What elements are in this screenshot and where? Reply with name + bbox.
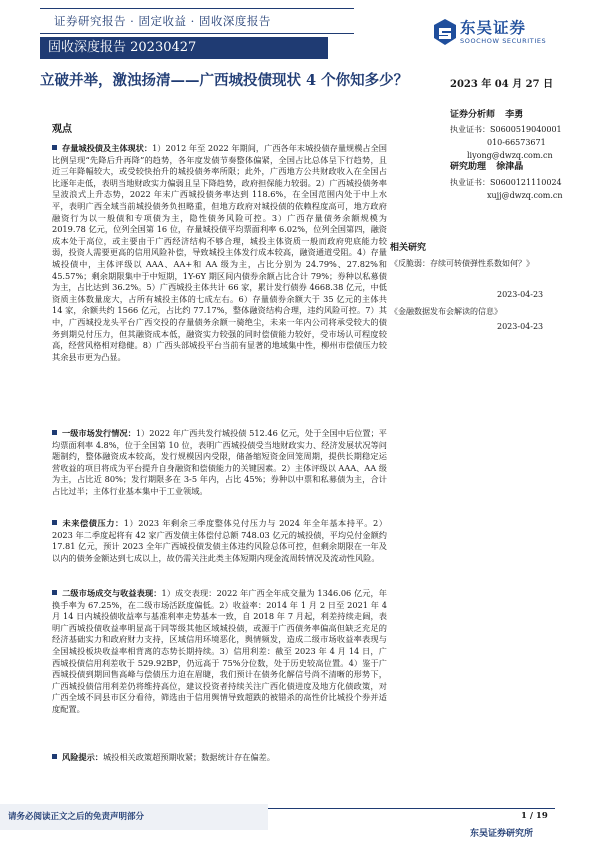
footer-disclaimer-box bbox=[0, 804, 268, 830]
footer-disclaimer[interactable]: 请务必阅读正文之后的免责声明部分 bbox=[8, 812, 145, 822]
company-logo bbox=[432, 16, 558, 52]
paragraph-lead: 一级市场发行情况： bbox=[62, 428, 136, 438]
page-number: 1 / 19 bbox=[521, 811, 548, 821]
report-type-banner: 固收深度报告 20230427 bbox=[40, 37, 328, 59]
bullet-square-icon bbox=[52, 520, 57, 525]
footer-company: 东吴证券研究所 bbox=[470, 829, 534, 839]
lead-analyst bbox=[450, 108, 523, 122]
logo-mark-icon bbox=[432, 18, 458, 46]
logo-text-en: SOOCHOW SECURITIES bbox=[460, 37, 547, 45]
related-item-title[interactable]: 《反脆弱：存续可转债弹性系数如何？》 bbox=[390, 259, 534, 268]
paragraph-lead: 风险提示： bbox=[62, 752, 103, 762]
lead-analyst-title: 证券分析师 bbox=[450, 110, 496, 120]
paragraph-lead: 存量城投债及主体现状： bbox=[62, 143, 153, 153]
related-item-date: 2023-04-23 bbox=[497, 290, 544, 299]
bullet-square-icon bbox=[52, 590, 57, 595]
assistant-cert: 执业证书：S0600121110024 bbox=[450, 178, 562, 187]
assistant-email[interactable]: xujj@dwzq.com.cn bbox=[487, 191, 563, 200]
related-heading: 相关研究 bbox=[390, 243, 427, 253]
paragraph-text: 1）2012 年至 2022 年期间，广西各年末城投债存量规模占全国比例呈现“先降后升再降”的趋势，各年度发债节奏整体偏紧，全国占比总体呈下行趋势，且近三年降幅较大，或受较快抬升的城投债务率所限；此外，广西地方公共财政收入在全国占比逐年走低，表明当地财政实力偏弱且呈下降趋势，政府担保能力较弱。2）广西城投债务率呈波浪式上升态势，2022 年末广西城投债务率达到 118.6%，在全国范围内处于中上水平，表明广西全域当前城投债务负担略重，但地方政府对城投债的依赖程度高可，地方政府融资行为以一般债和专项债为主，隐性债务风险可控。3）广西存量债务余额规模为 2019.78 亿元，位列全国第 16 位，存量城投债平均票面利率 6.02%，位列全国第四，融资成本处于高位，或主要由于广西经济结构不够合理，城投主体资质一般而政府兜底能力较弱，投资人需要更高的信用风险补偿，导致城投主体发行成本较高，融资通道受阻。4）存量城投债中，主体评级以 AAA、AA+和 AA 级为主，占比分别为 24.79%、27.82%和 45.57%；剩余期限集中于中短期，1Y-6Y 期区间内债券余额占比合计 79%；券种以私募债为主，占比达到 36.2%。5）广西城投主体共计 66 家，累计发行债券 4668.38 亿元，中低资质主体数量庞大，占所有城投主体的七成左右。6）存量债券余额大于 35 亿元的主体共 14 家，余额共约 1566 亿元，占比约 77.17%，整体融资结构合理，违约风险可控。7）其中，广西城投龙头平台广西交投的存量债务余额一骑绝尘，未来一年内公司将承受较大的债务到期兑付压力，但其融资成本低，融资实力较强的同时偿债能力较好，受市场认可程度较高，经营风格相对稳健。8）广西头部城投平台当前有显著的地域集中性，柳州市偿债压力较其余县市更为凸显。 bbox=[52, 143, 387, 362]
lead-analyst-email[interactable]: liyong@dwzq.com.cn bbox=[467, 151, 553, 160]
paragraph-lead: 二级市场成交与收益表现： bbox=[62, 588, 162, 598]
related-item-date: 2023-04-23 bbox=[497, 322, 544, 331]
paragraph-risk-warning bbox=[52, 752, 387, 764]
bullet-square-icon bbox=[52, 145, 57, 150]
bullet-square-icon bbox=[52, 754, 57, 759]
report-title: 立破并举，激浊扬清——广西城投债现状 4 个你知多少？ bbox=[40, 72, 409, 89]
assistant-name: 徐津晶 bbox=[496, 162, 524, 172]
paragraph-primary-market bbox=[52, 428, 387, 498]
report-date: 2023 年 04 月 27 日 bbox=[450, 79, 554, 90]
bullet-square-icon bbox=[52, 430, 57, 435]
paragraph-existing-bonds bbox=[52, 143, 387, 363]
logo-text-cn: 东吴证券 bbox=[460, 19, 527, 37]
lead-analyst-name: 李勇 bbox=[505, 110, 524, 120]
lead-analyst-cert: 执业证书：S0600519040001 bbox=[450, 125, 562, 134]
paragraph-lead: 未来偿债压力： bbox=[62, 518, 124, 528]
lead-analyst-phone: 010-66573671 bbox=[487, 138, 546, 147]
paragraph-text: 1）2023 年剩余三季度整体兑付压力与 2024 年全年基本持平。2）2023 年二季度起将有 42 家广西发债主体偿付总额 748.03 亿元的城投债，平均兑付金额约 17.81 亿元，预计 2023 全年广西城投债发债主体违约风险总体可控，但剩余期限在一年及以内的债务金额达到七成以上，故仍需关注此类主体短期内现金流周转情况及流动性风险。 bbox=[52, 518, 387, 563]
paragraph-repayment-pressure bbox=[52, 518, 387, 564]
paragraph-secondary-market bbox=[52, 588, 387, 716]
report-category: 证券研究报告 · 固定收益 · 固收深度报告 bbox=[40, 8, 354, 34]
assistant-title: 研究助理 bbox=[450, 162, 487, 172]
paragraph-text: 1）成交表现：2022 年广西全年成交量为 1346.06 亿元，年换手率为 67.25%，在二级市场活跃度偏低。2）收益率：2014 年 1 月 2 日至 2021 年 4 月 14 日内城投债收益率与基准利率走势基本一致，自 2018 年 7 月起，利差持续走阔，表明广西城投债收益率明显高于同等级其他区域城投债，或源于广西债务率偏高但缺乏充足的经济基础实力和政府财力支持，区域信用环境恶化，舆情频发，造成二级市场收益率表现与全国城投板块收益率相背离的态势长期持续。3）信用利差：截至 2023 年 4 月 14 日，广西城投债信用利差收于 529.92BP，仍远高于 75%分位数，处于历史较高位置。4）鉴于广西城投债到期回售高峰与偿债压力迫在眉睫，我们预计在债务化解信号尚不清晰的形势下，广西城投债信用利差仍将维持高位，建议投资者持续关注广西化债进度及地方化债政策，对广西全域不同县市区分看待，筛选由于信用舆情导致超跌的被错杀的高性价比城投个券并适度配置。 bbox=[52, 588, 387, 714]
research-assistant bbox=[450, 160, 523, 174]
paragraph-text: 城投相关政策超预期收紧；数据统计存在偏差。 bbox=[102, 752, 275, 762]
paragraph-text: 1）2022 年广西共发行城投债 512.46 亿元，处于全国中后位置；平均票面利率 4.8%，位于全国第 10 位，表明广西城投债受当地财政实力、经济发展状况等问题制约，整体融资成本较高，发行规模因内受限，储备缩短资金回笼周期，提供长期稳定运营收益的项目将成为平台提升自身融资和偿债能力的关键因素。2）主体评级以 AAA、AA 级为主，占比近 80%；发行期限多在 3-5 年内，占比 45%；券种以中票和私募债为主，合计占比过半；主体行业基本集中于工业领域。 bbox=[52, 428, 387, 496]
section-heading: 观点 bbox=[52, 124, 72, 135]
related-item-title[interactable]: 《金融数据发布会解读的信息》 bbox=[390, 307, 502, 316]
